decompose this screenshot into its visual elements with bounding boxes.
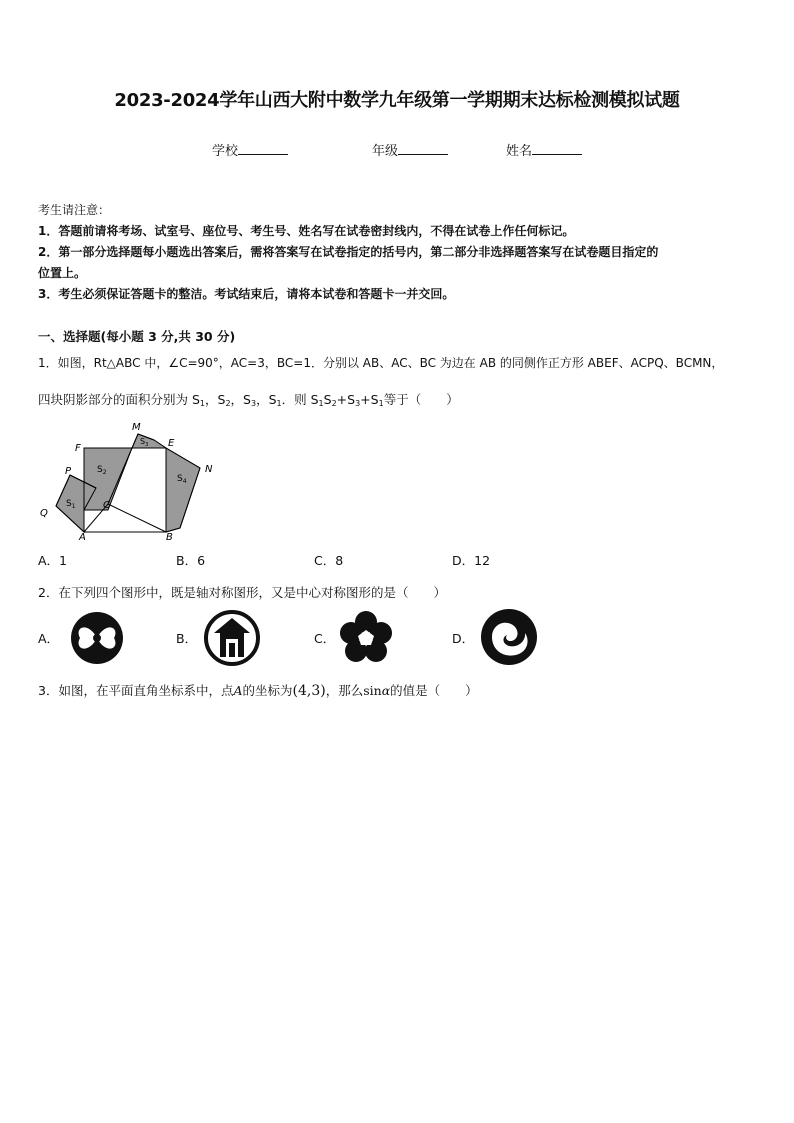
label-p: P [65, 466, 72, 477]
q3-text [38, 681, 478, 699]
label-q: Q [40, 508, 48, 519]
q1-text-part: +S [336, 392, 356, 407]
label-m: M [132, 422, 141, 433]
grade-label: 年级 [372, 144, 399, 159]
label-e: E [168, 438, 175, 449]
subscript: 1 [378, 399, 384, 408]
notice-item-2-cont: 位置上。 [38, 266, 87, 280]
name-label: 姓名 [506, 144, 533, 159]
subscript: 3 [250, 399, 257, 408]
q1-line1: 1．如图，Rt△ABC 中，∠C=90°，AC=3，BC=1．分别以 AB、AC、BC 为边在 AB 的同侧作正方形 ABEF、ACPQ、BCMN， [38, 356, 724, 370]
q2-option-b[interactable]: B． [176, 631, 198, 646]
q1-text-part: ，S [205, 392, 226, 407]
swirl-emblem-icon [478, 606, 540, 668]
q1-text-part: ，S [230, 392, 251, 407]
section-heading: 一、选择题(每小题 3 分,共 30 分) [38, 329, 236, 344]
grade-field [372, 140, 448, 159]
page-title: 2023-2024学年山西大附中数学九年级第一学期期末达标检测模拟试题 [114, 90, 680, 111]
q1-geometry-figure [34, 420, 224, 544]
q2-text: 2．在下列四个图形中，既是轴对称图形，又是中心对称图形的是（ ） [38, 585, 446, 600]
q3-point-a: A [233, 683, 243, 698]
q3-coordinate: (4,3) [292, 683, 326, 699]
q1-option-c[interactable]: C．8 [314, 553, 344, 568]
q3-text-part: 的坐标为 [242, 683, 293, 698]
subscript: 2 [331, 399, 337, 408]
q3-text-part: ，那么 [325, 683, 364, 698]
q2-option-c[interactable]: C． [314, 631, 336, 646]
q1-text-part: ，S [256, 392, 277, 407]
school-label: 学校 [212, 144, 239, 159]
region-label-s4: $S_4$ [177, 474, 187, 485]
subscript: 1 [199, 399, 206, 408]
school-blank [238, 143, 288, 155]
notice-item-2: 2．第一部分选择题每小题选出答案后，需将答案写在试卷指定的括号内，第二部分非选择题答案写在试卷题目指定的 [38, 245, 659, 259]
q1-text-part: 四块阴影部分的面积分别为 S [38, 392, 200, 407]
q1-text-part: 等于（ ） [383, 392, 459, 407]
palace-emblem-icon [202, 609, 262, 667]
subscript: 2 [225, 399, 231, 408]
name-blank [532, 143, 582, 155]
q1-option-d[interactable]: D．12 [452, 553, 491, 568]
region-label-s3: $S_3$ [140, 437, 149, 448]
label-n: N [205, 464, 213, 475]
q1-option-a[interactable]: A．1 [38, 553, 68, 568]
knot-emblem-icon [66, 609, 128, 667]
label-c: C [103, 500, 110, 511]
q3-text-part: 的值是（ ） [390, 683, 478, 698]
label-b: B [166, 532, 173, 543]
q3-text-part: 3．如图，在平面直角坐标系中，点 [38, 683, 234, 698]
region-label-s1: $S_1$ [66, 499, 76, 510]
subscript: 3 [355, 399, 361, 408]
name-field [506, 140, 582, 159]
school-field [212, 140, 288, 159]
grade-blank [398, 143, 448, 155]
q2-option-d[interactable]: D． [452, 631, 475, 646]
notice-item-3: 3．考生必须保证答题卡的整洁。考试结束后，请将本试卷和答题卡一并交回。 [38, 287, 455, 301]
label-f: F [75, 443, 81, 454]
subscript: 1 [318, 399, 324, 408]
flower-emblem-icon [336, 609, 396, 667]
q1-text-part: +S [360, 392, 379, 407]
q1-line2 [38, 390, 459, 408]
q3-alpha: α [381, 683, 391, 698]
region-label-s2: $S_2$ [97, 465, 107, 476]
q1-text-part: S [323, 392, 332, 407]
q1-text-part: ．则 S [281, 392, 319, 407]
q1-option-b[interactable]: B．6 [176, 553, 206, 568]
notice-heading: 考生请注意： [38, 203, 111, 217]
q3-sin: sin [363, 683, 382, 698]
notice-item-1: 1．答题前请将考场、试室号、座位号、考生号、姓名写在试卷密封线内，不得在试卷上作任何标记。 [38, 224, 575, 238]
subscript: 1 [276, 399, 282, 408]
label-a: A [79, 532, 86, 543]
q2-option-a[interactable]: A． [38, 631, 60, 646]
